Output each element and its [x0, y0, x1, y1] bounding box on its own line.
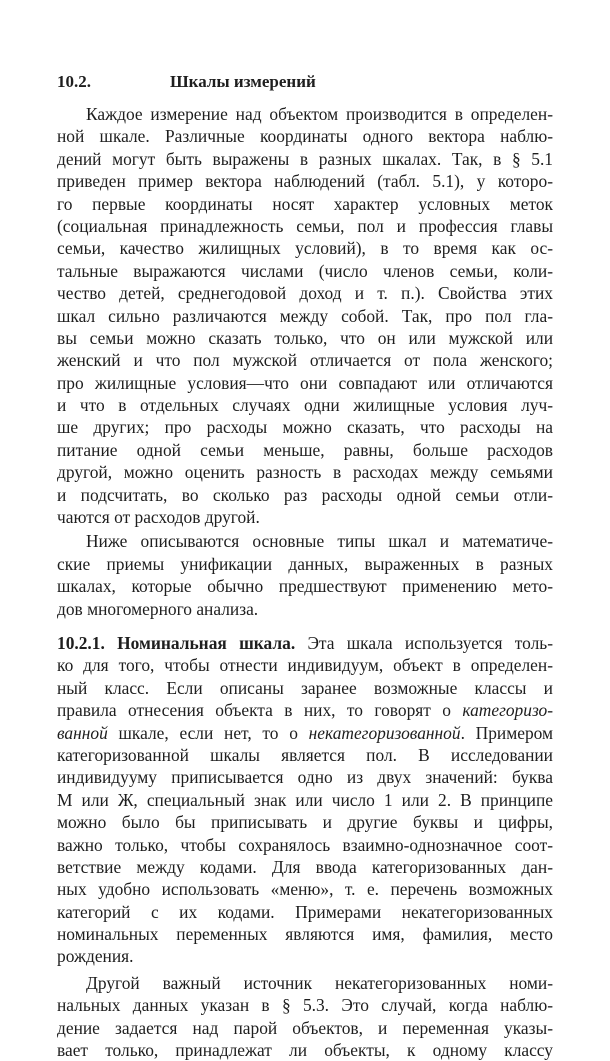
subsection-number: 10.2.1.	[57, 632, 105, 653]
text-line: дов многомерного анализа.	[57, 598, 259, 619]
text-line: питание одной семьи меньше, равны, больше расходов	[57, 439, 553, 460]
text-line: дений могут быть выражены в разных шкалах. Так, в § 5.1	[57, 148, 553, 169]
text-line: шкал сильно различаются между собой. Так, про пол гла-	[57, 305, 553, 326]
text-line: Другой важный источник некатегоризованных номи-	[86, 972, 553, 993]
text-line: категорий с их кодами. Примерами некатегоризованных	[57, 901, 553, 922]
text-line: ветствие между кодами. Для ввода категоризованных дан-	[57, 856, 553, 877]
text-line: чаются от расходов другой.	[57, 507, 260, 528]
text-line: М или Ж, специальный знак или число 1 или 2. В принципе	[57, 789, 553, 810]
text-line: номинальных переменных являются имя, фамилия, место	[57, 924, 553, 945]
text-line	[57, 632, 553, 654]
italic-term: категоризо-	[462, 700, 553, 721]
text-line: и подсчитать, во сколько раз расходы одной семьи отли-	[57, 484, 553, 505]
text-line: ко для того, чтобы отнести индивидуум, объект в определен-	[57, 655, 553, 676]
text-line	[57, 722, 553, 744]
text-line: семьи, качество жилищных условий), в то время как ос-	[57, 238, 553, 259]
text-line: го первые координаты носят характер условных меток	[57, 193, 553, 214]
italic-term: некатегоризованной	[308, 722, 461, 743]
text-line: категоризованной шкалы является пол. В исследовании	[57, 744, 553, 765]
section-heading	[57, 70, 553, 94]
page	[57, 70, 553, 1061]
text-line: рождения.	[57, 946, 134, 967]
text-line: Ниже описываются основные типы шкал и математиче-	[86, 531, 553, 552]
italic-term: ванной	[57, 722, 108, 743]
text-line: можно было бы приписывать и другие буквы и цифры,	[57, 812, 553, 833]
text-line: индивидууму приписывается одно из двух значений: буква	[57, 767, 553, 788]
heading-number: 10.2.	[57, 72, 91, 91]
heading-title: Шкалы измерений	[170, 72, 316, 91]
text-span: Эта шкала используется толь-	[307, 632, 553, 653]
text-line: тальные выражаются числами (число членов семьи, коли-	[57, 260, 553, 281]
text-line: ше других; про расходы можно сказать, что расходы на	[57, 417, 553, 438]
text-line: Каждое измерение над объектом производится в определен-	[86, 104, 553, 124]
text-line: про жилищные условия—что они совпадают или отличаются	[57, 372, 553, 393]
text-line: женский и что пол мужской отличается от пола женского;	[57, 350, 553, 371]
text-line: шкалах, которые обычно предшествуют применению мето-	[57, 576, 553, 597]
text-line	[57, 699, 553, 721]
text-line: ной шкале. Различные координаты одного вектора наблю-	[57, 126, 553, 147]
text-line: вает только, принадлежат ли объекты, к одному классу	[57, 1040, 553, 1061]
text-line: ские приемы унификации данных, выраженных в разных	[57, 553, 553, 574]
text-line: и что в отдельных случаях одни жилищные условия луч-	[57, 395, 553, 416]
text-span: . Примером	[460, 722, 554, 743]
text-span: правила отнесения объекта в них, то говорят о	[57, 700, 463, 721]
text-line: ных удобно использовать «меню», т. е. перечень возможных	[57, 879, 553, 900]
text-line: приведен пример вектора наблюдений (табл. 5.1), у которо-	[57, 171, 553, 192]
text-line: вы семьи можно сказать только, что он или мужской или	[57, 327, 553, 348]
paragraph-1	[57, 103, 553, 528]
text-line: важно только, чтобы сохранялось взаимно-однозначное соот-	[57, 834, 553, 855]
paragraph-3	[57, 632, 553, 968]
paragraph-2	[57, 530, 553, 620]
paragraph-4	[57, 972, 553, 1061]
text-line: чество детей, среднегодовой доход и т. п.). Свойства этих	[57, 283, 553, 304]
text-line: другой, можно оценить разность в расходах между семьями	[57, 462, 553, 483]
subsection-title: Номинальная шкала.	[117, 632, 296, 653]
text-line: дение задается над парой объектов, и переменная указы-	[57, 1017, 553, 1038]
text-line: ный класс. Если описаны заранее возможные классы и	[57, 677, 553, 698]
text-span: шкале, если нет, то о	[107, 722, 309, 743]
text-line: (социальная принадлежность семьи, пол и профессия главы	[57, 215, 553, 236]
text-line: нальных данных указан в § 5.3. Это случай, когда наблю-	[57, 995, 553, 1016]
